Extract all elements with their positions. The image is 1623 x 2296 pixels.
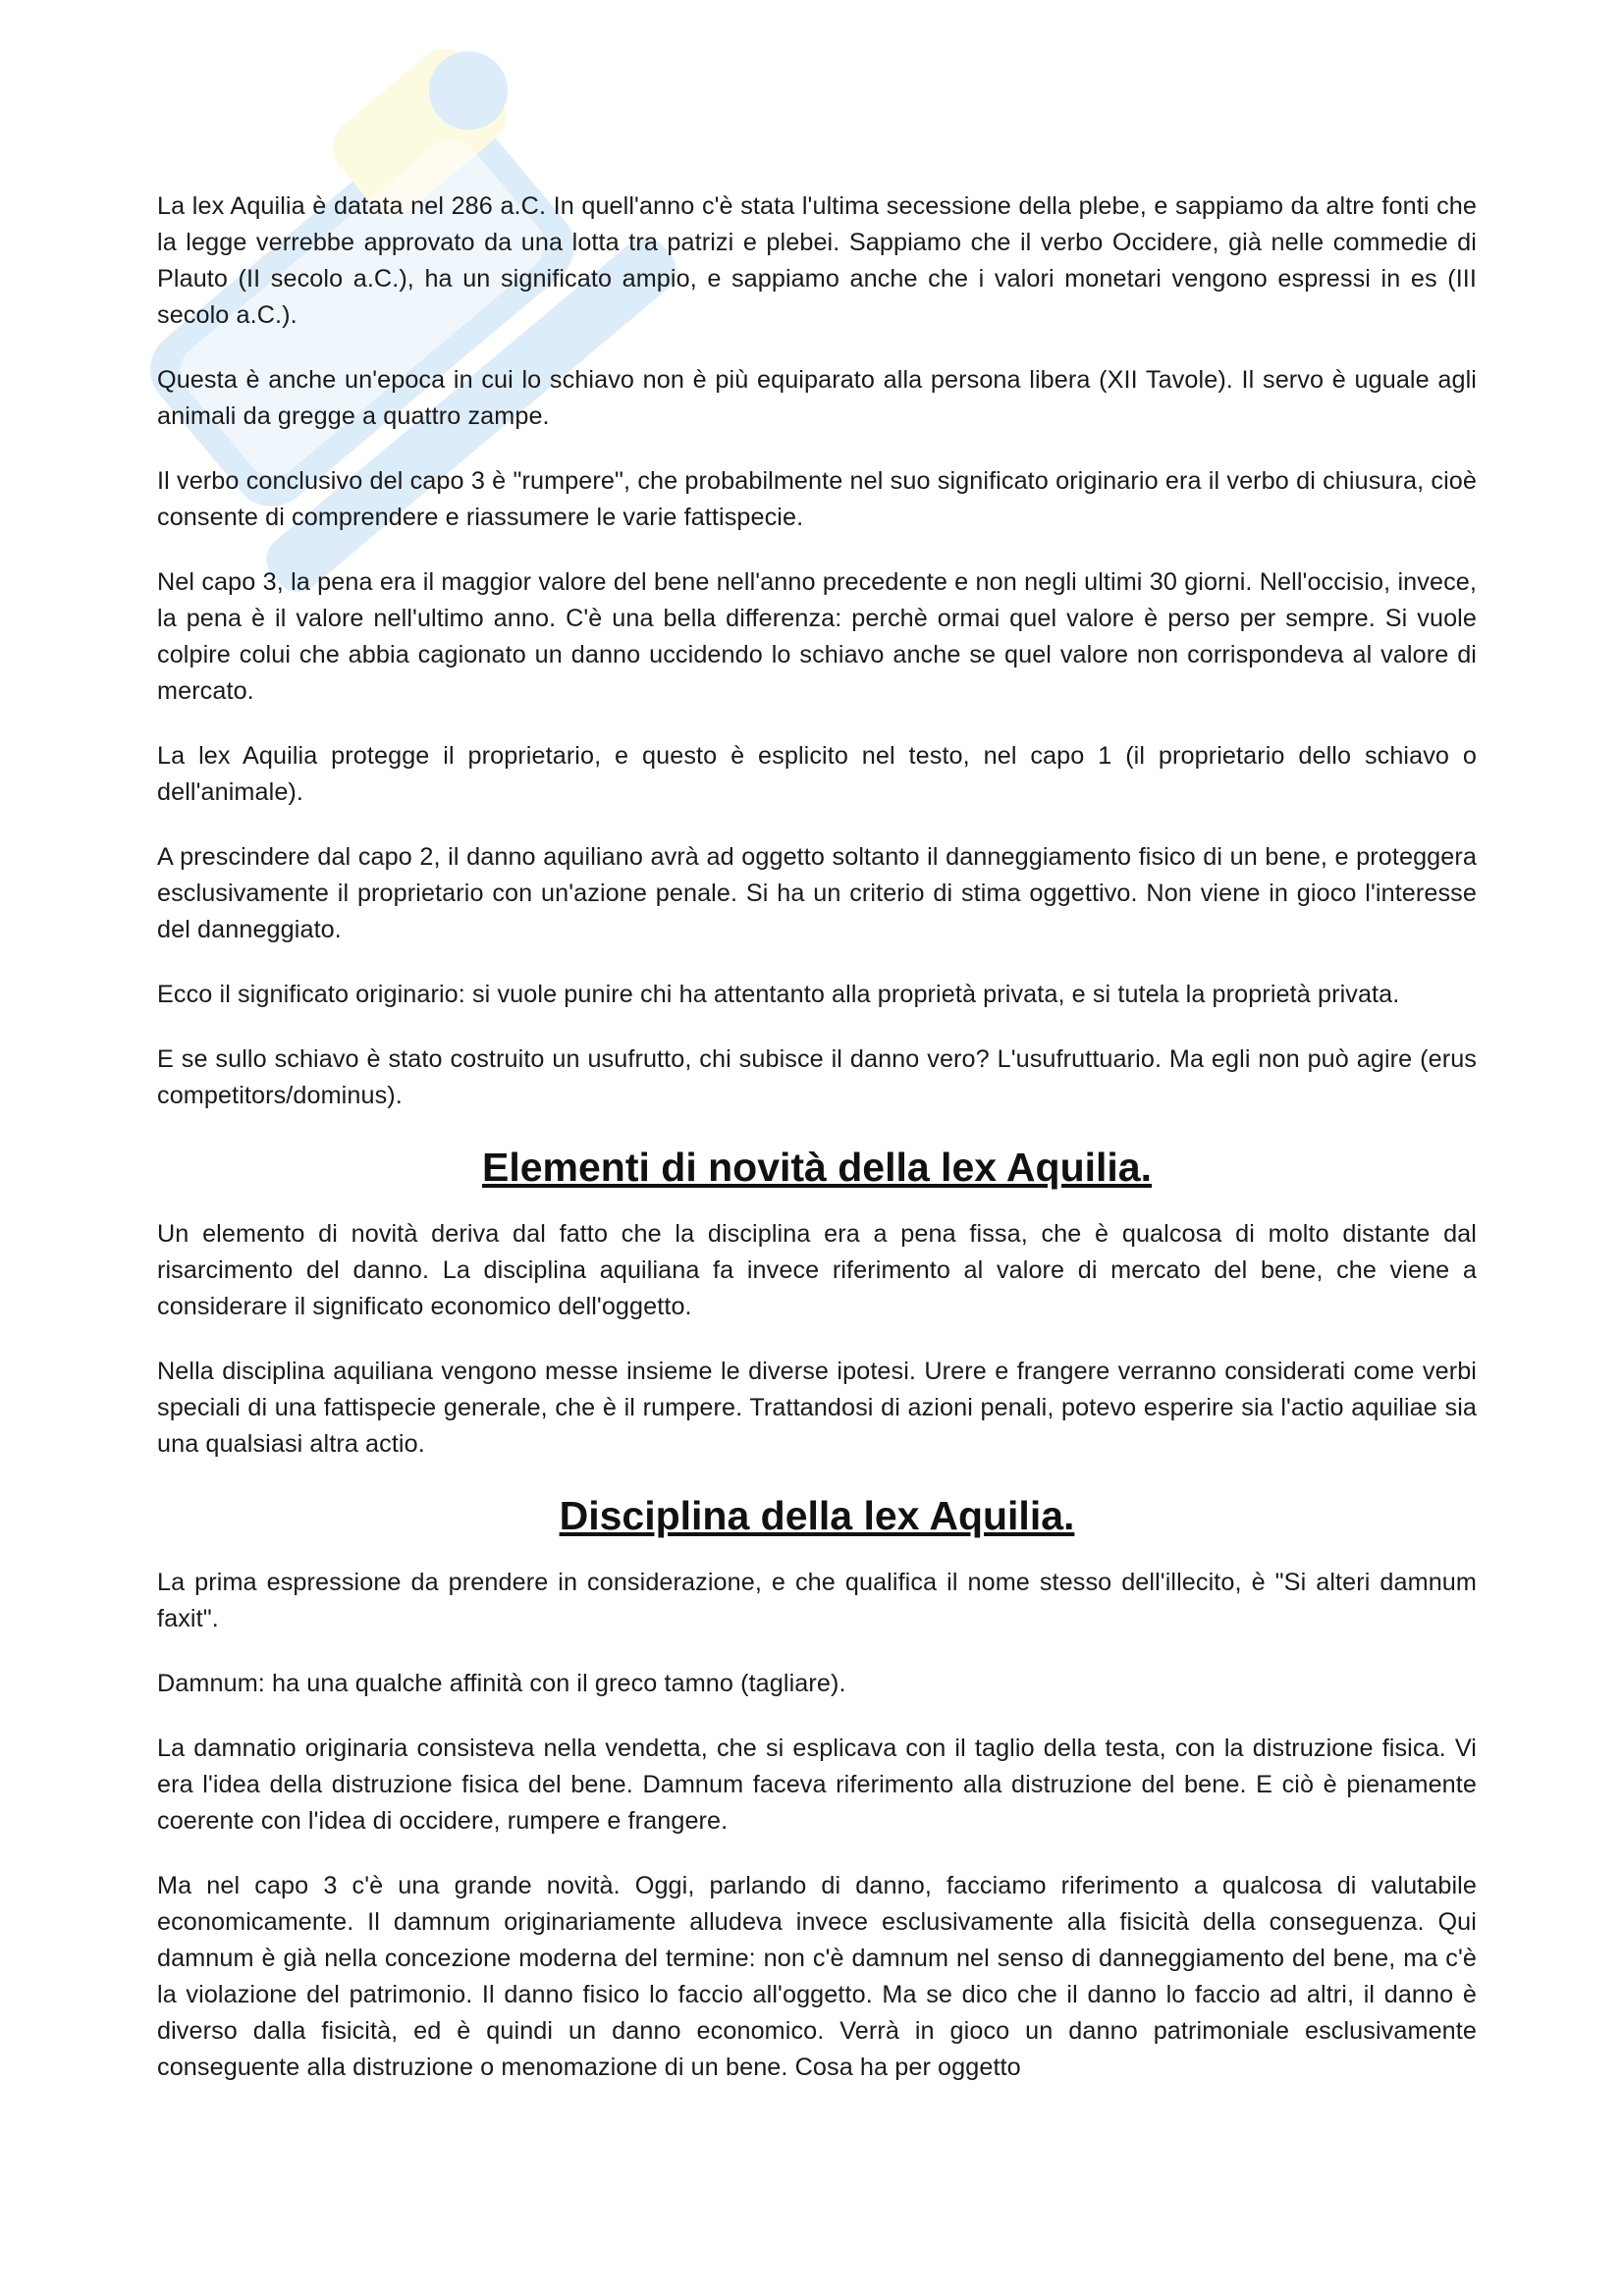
- section-heading-disciplina: Disciplina della lex Aquilia.: [559, 1493, 1075, 1538]
- paragraph: La lex Aquilia è datata nel 286 a.C. In quell'anno c'è stata l'ultima secessione della plebe, e sappiamo da altre fonti che la legge verrebbe approvato da una lotta tra patrizi e plebei. Sappiamo che il verbo Occidere, già nelle commedie di Plauto (II secolo a.C.), ha un significato ampio, e sappiamo anche che i valori monetari vengono espressi in es (III secolo a.C.).: [157, 192, 1477, 329]
- paragraph: Un elemento di novità deriva dal fatto che la disciplina era a pena fissa, che è qualcosa di molto distante dal risarcimento del danno. La disciplina aquiliana fa invece riferimento al valore di mercato del bene, che viene a considerare il significato economico dell'oggetto.: [157, 1220, 1477, 1320]
- paragraph: Questa è anche un'epoca in cui lo schiavo non è più equiparato alla persona libera (XII Tavole). Il servo è uguale agli animali da gregge a quattro zampe.: [157, 366, 1477, 430]
- paragraph: La damnatio originaria consisteva nella vendetta, che si esplicava con il taglio della testa, con la distruzione fisica. Vi era l'idea della distruzione fisica del bene. Damnum faceva riferimento alla distruzione del bene. E ciò è pienamente coerente con l'idea di occidere, rumpere e frangere.: [157, 1735, 1477, 1835]
- paragraph: A prescindere dal capo 2, il danno aquiliano avrà ad oggetto soltanto il danneggiamento fisico di un bene, e proteggera esclusivamente il proprietario con un'azione penale. Si ha un criterio di stima oggettivo. Non viene in gioco l'interesse del danneggiato.: [157, 843, 1477, 943]
- paragraph: Ma nel capo 3 c'è una grande novità. Oggi, parlando di danno, facciamo riferimento a qualcosa di valutabile economicamente. Il damnum originariamente alludeva invece esclusivamente alla fisicità della conseguenza. Qui damnum è già nella concezione moderna del termine: non c'è damnum nel senso di danneggiamento del bene, ma c'è la violazione del patrimonio. Il danno fisico lo faccio all'oggetto. Ma se dico che il danno lo faccio ad altri, il danno è diverso dalla fisicità, ed è quindi un danno economico. Verrà in gioco un danno patrimoniale esclusivamente conseguente alla distruzione o menomazione di un bene. Cosa ha per oggetto: [157, 1872, 1477, 2081]
- paragraph: Nella disciplina aquiliana vengono messe insieme le diverse ipotesi. Urere e frangere verranno considerati come verbi speciali di una fattispecie generale, che è il rumpere. Trattandosi di azioni penali, potevo esperire sia l'actio aquiliae sia una qualsiasi altra actio.: [157, 1358, 1477, 1458]
- paragraph: La lex Aquilia protegge il proprietario, e questo è esplicito nel testo, nel capo 1 (il proprietario dello schiavo o dell'animale).: [157, 742, 1477, 806]
- paragraph: E se sullo schiavo è stato costruito un usufrutto, chi subisce il danno vero? L'usufruttuario. Ma egli non può agire (erus competitors/dominus).: [157, 1045, 1477, 1109]
- document-body: [157, 188, 1477, 2114]
- section-heading-novita: Elementi di novità della lex Aquilia.: [482, 1145, 1152, 1190]
- paragraph: Damnum: ha una qualche affinità con il greco tamno (tagliare).: [157, 1670, 846, 1697]
- paragraph: Ecco il significato originario: si vuole punire chi ha attentanto alla proprietà privata, e si tutela la proprietà privata.: [157, 981, 1400, 1008]
- paragraph: Il verbo conclusivo del capo 3 è "rumpere", che probabilmente nel suo significato originario era il verbo di chiusura, cioè consente di comprendere e riassumere le varie fattispecie.: [157, 467, 1477, 531]
- paragraph: Nel capo 3, la pena era il maggior valore del bene nell'anno precedente e non negli ultimi 30 giorni. Nell'occisio, invece, la pena è il valore nell'ultimo anno. C'è una bella differenza: perchè ormai quel valore è perso per sempre. Si vuole colpire colui che abbia cagionato un danno uccidendo lo schiavo anche se quel valore non corrispondeva al valore di mercato.: [157, 568, 1477, 705]
- paragraph: La prima espressione da prendere in considerazione, e che qualifica il nome stesso dell'illecito, è "Si alteri damnum faxit".: [157, 1569, 1477, 1632]
